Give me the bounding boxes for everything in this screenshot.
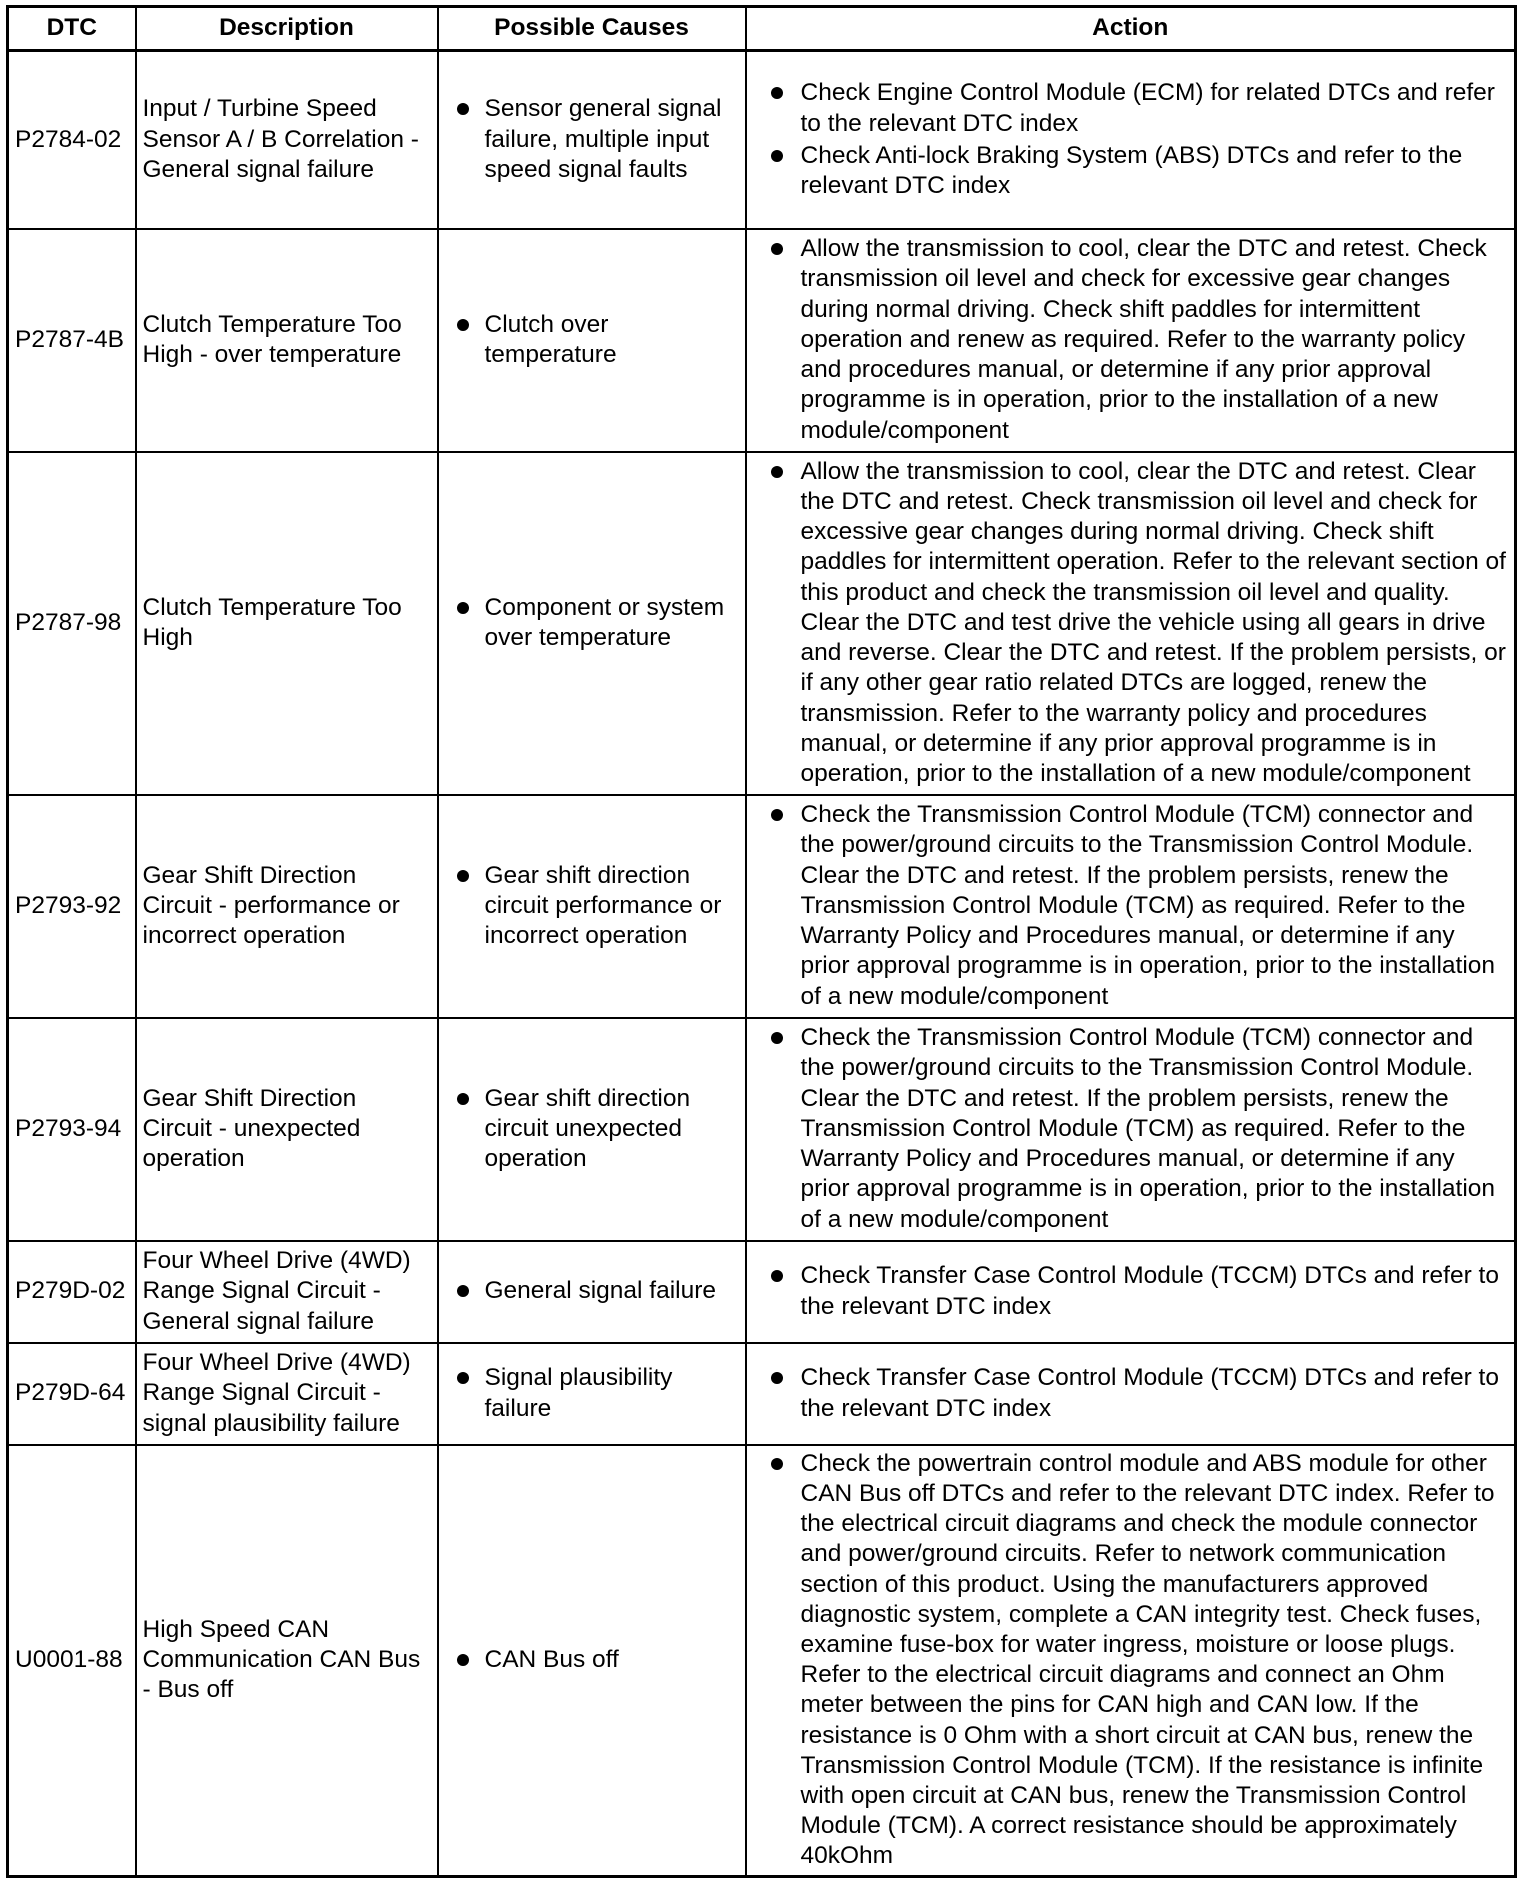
causes-list <box>445 1084 739 1175</box>
action-item: Check Engine Control Module (ECM) for related DTCs and refer to the relevant DTC index <box>753 78 1509 138</box>
action-item: Check Transfer Case Control Module (TCCM) DTCs and refer to the relevant DTC index <box>753 1261 1509 1321</box>
possible-causes-cell <box>438 51 746 229</box>
table-row <box>8 51 1516 229</box>
action-cell <box>746 1343 1516 1445</box>
dtc-code: P2793-94 <box>8 1018 136 1241</box>
action-cell <box>746 452 1516 795</box>
possible-causes-cell <box>438 1445 746 1877</box>
dtc-description: Clutch Temperature Too High - over temperature <box>136 229 438 452</box>
possible-causes-cell <box>438 1343 746 1445</box>
causes-list <box>445 861 739 952</box>
dtc-description: Gear Shift Direction Circuit - unexpected operation <box>136 1018 438 1241</box>
table-body <box>8 51 1516 1877</box>
cause-item: Signal plausibility failure <box>445 1363 739 1423</box>
action-cell <box>746 1018 1516 1241</box>
causes-list <box>445 1363 739 1423</box>
cause-item: Component or system over temperature <box>445 593 739 653</box>
dtc-code: P2787-4B <box>8 229 136 452</box>
table-header-row <box>8 7 1516 51</box>
causes-list <box>445 593 739 653</box>
dtc-description: Gear Shift Direction Circuit - performance or incorrect operation <box>136 795 438 1018</box>
dtc-code: P2784-02 <box>8 51 136 229</box>
causes-list <box>445 1276 739 1306</box>
dtc-description: Four Wheel Drive (4WD) Range Signal Circuit - General signal failure <box>136 1241 438 1343</box>
header-action: Action <box>746 7 1516 51</box>
action-cell <box>746 51 1516 229</box>
dtc-code: P279D-64 <box>8 1343 136 1445</box>
dtc-code: P2787-98 <box>8 452 136 795</box>
action-list <box>753 457 1509 789</box>
document-page <box>6 5 1517 1878</box>
table-row <box>8 795 1516 1018</box>
table-row <box>8 1241 1516 1343</box>
header-dtc: DTC <box>8 7 136 51</box>
header-possible-causes: Possible Causes <box>438 7 746 51</box>
possible-causes-cell <box>438 1018 746 1241</box>
dtc-code: U0001-88 <box>8 1445 136 1877</box>
action-item: Allow the transmission to cool, clear the DTC and retest. Clear the DTC and retest. Check transmission oil level and check for excessive gear changes during normal driving. Check shift paddles for intermittent operation. Refer to the relevant section of this product and check the transmission oil level and quality. Clear the DTC and test drive the vehicle using all gears in drive and reverse. Clear the DTC and retest. If the problem persists, or if any other gear ratio related DTCs are logged, renew the transmission. Refer to the warranty policy and procedures manual, or determine if any prior approval programme is in operation, prior to the installation of a new module/component <box>753 457 1509 789</box>
action-cell <box>746 229 1516 452</box>
cause-item: Clutch over temperature <box>445 310 739 370</box>
possible-causes-cell <box>438 452 746 795</box>
action-item: Check the Transmission Control Module (TCM) connector and the power/ground circuits to the Transmission Control Module. Clear the DTC and retest. If the problem persists, renew the Transmission Control Module (TCM) as required. Refer to the Warranty Policy and Procedures manual, or determine if any prior approval programme is in operation, prior to the installation of a new module/component <box>753 1023 1509 1234</box>
action-list <box>753 1023 1509 1234</box>
cause-item: Sensor general signal failure, multiple input speed signal faults <box>445 94 739 185</box>
action-cell <box>746 1241 1516 1343</box>
table-row <box>8 229 1516 452</box>
action-item: Check the Transmission Control Module (TCM) connector and the power/ground circuits to the Transmission Control Module. Clear the DTC and retest. If the problem persists, renew the Transmission Control Module (TCM) as required. Refer to the Warranty Policy and Procedures manual, or determine if any prior approval programme is in operation, prior to the installation of a new module/component <box>753 800 1509 1011</box>
action-list <box>753 234 1509 445</box>
action-item: Allow the transmission to cool, clear the DTC and retest. Check transmission oil level and check for excessive gear changes during normal driving. Check shift paddles for intermittent operation and renew as required. Refer to the warranty policy and procedures manual, or determine if any prior approval programme is in operation, prior to the installation of a new module/component <box>753 234 1509 445</box>
action-list <box>753 78 1509 201</box>
table-row <box>8 1445 1516 1877</box>
action-list <box>753 1261 1509 1321</box>
dtc-description: Clutch Temperature Too High <box>136 452 438 795</box>
dtc-description: Input / Turbine Speed Sensor A / B Correlation - General signal failure <box>136 51 438 229</box>
action-list <box>753 1449 1509 1872</box>
causes-list <box>445 94 739 185</box>
cause-item: General signal failure <box>445 1276 739 1306</box>
cause-item: Gear shift direction circuit unexpected operation <box>445 1084 739 1175</box>
table-row <box>8 1018 1516 1241</box>
causes-list <box>445 310 739 370</box>
possible-causes-cell <box>438 795 746 1018</box>
dtc-code: P2793-92 <box>8 795 136 1018</box>
cause-item: CAN Bus off <box>445 1645 739 1675</box>
action-item: Check Transfer Case Control Module (TCCM) DTCs and refer to the relevant DTC index <box>753 1363 1509 1423</box>
dtc-code: P279D-02 <box>8 1241 136 1343</box>
causes-list <box>445 1645 739 1675</box>
action-cell <box>746 795 1516 1018</box>
dtc-description: High Speed CAN Communication CAN Bus - Bus off <box>136 1445 438 1877</box>
cause-item: Gear shift direction circuit performance or incorrect operation <box>445 861 739 952</box>
table-row <box>8 1343 1516 1445</box>
action-list <box>753 800 1509 1011</box>
action-item: Check the powertrain control module and ABS module for other CAN Bus off DTCs and refer to the relevant DTC index. Refer to the electrical circuit diagrams and check the module connector and power/ground circuits. Refer to network communication section of this product. Using the manufacturers approved diagnostic system, complete a CAN integrity test. Check fuses, examine fuse-box for water ingress, moisture or loose plugs. Refer to the electrical circuit diagrams and connect an Ohm meter between the pins for CAN high and CAN low. If the resistance is 0 Ohm with a short circuit at CAN bus, renew the Transmission Control Module (TCM). If the resistance is infinite with open circuit at CAN bus, renew the Transmission Control Module (TCM). A correct resistance should be approximately 40kOhm <box>753 1449 1509 1872</box>
table-row <box>8 452 1516 795</box>
dtc-table <box>6 5 1517 1878</box>
dtc-description: Four Wheel Drive (4WD) Range Signal Circuit - signal plausibility failure <box>136 1343 438 1445</box>
action-cell <box>746 1445 1516 1877</box>
possible-causes-cell <box>438 1241 746 1343</box>
action-list <box>753 1363 1509 1423</box>
header-description: Description <box>136 7 438 51</box>
action-item: Check Anti-lock Braking System (ABS) DTCs and refer to the relevant DTC index <box>753 141 1509 201</box>
possible-causes-cell <box>438 229 746 452</box>
